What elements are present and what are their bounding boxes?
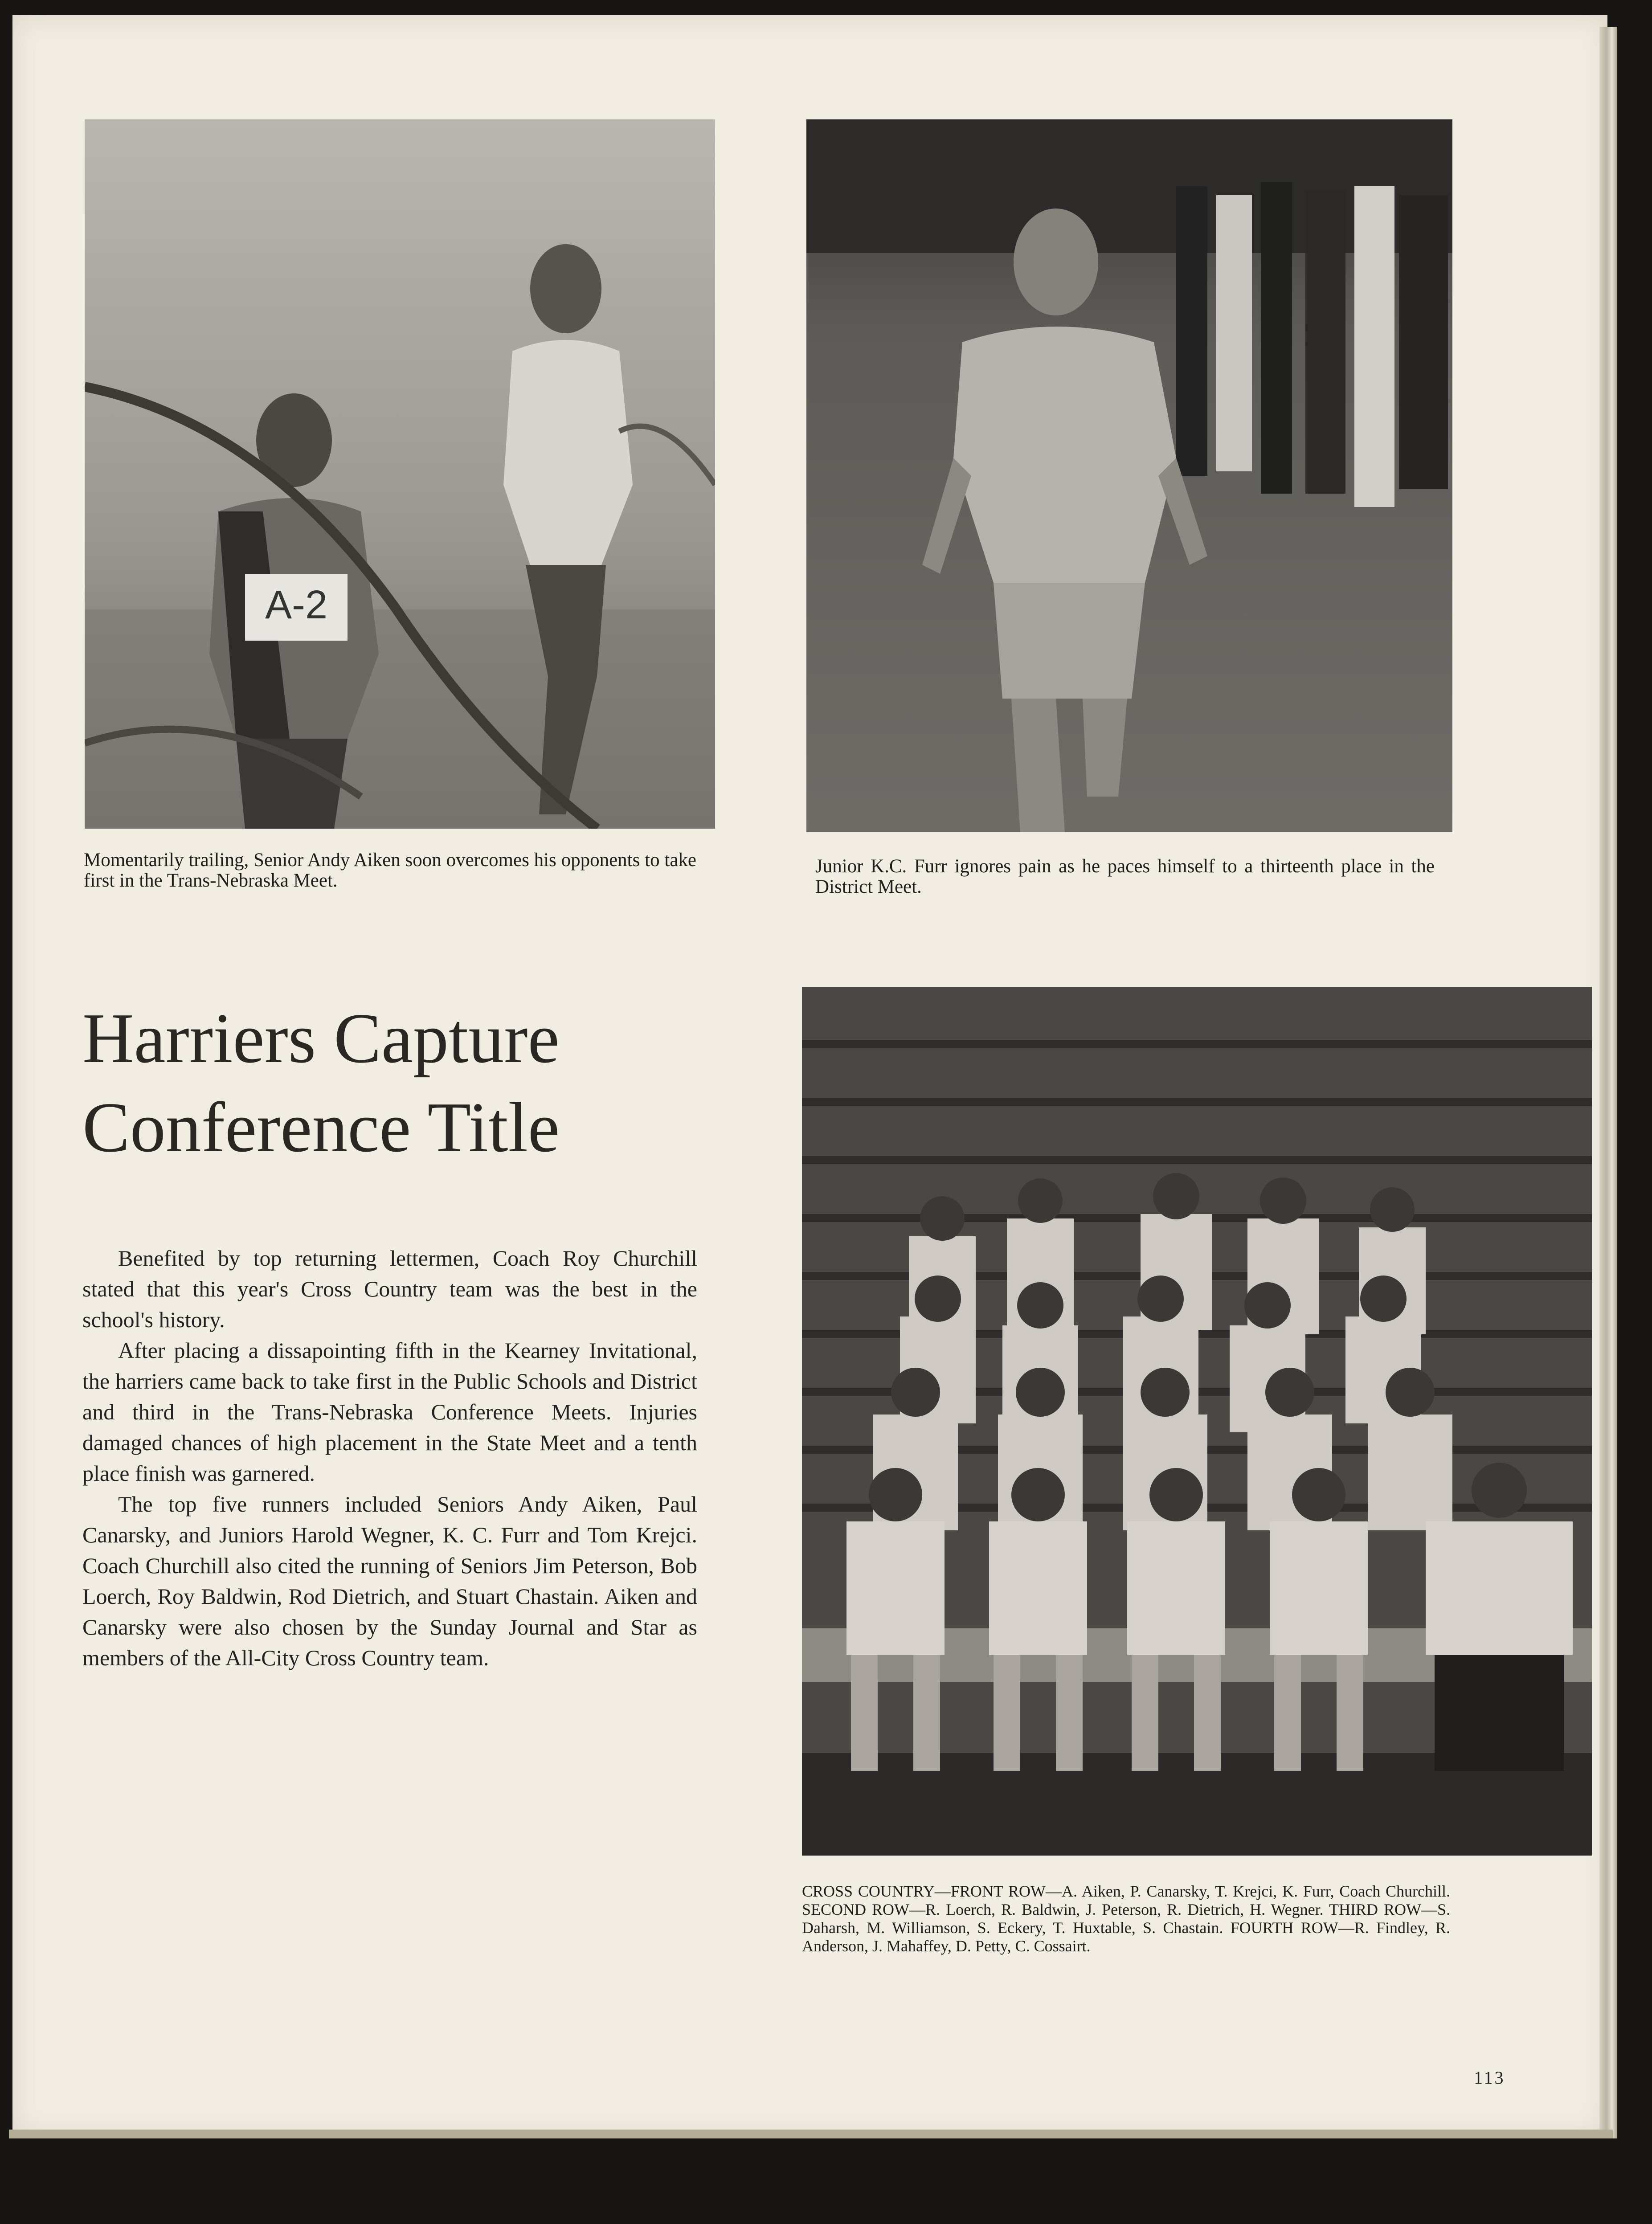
article-paragraph: After placing a dissapointing fifth in the Kearney Invitational, the harriers came back to take first in the Public Schools and District and third in the Trans-Nebraska Conference Meets. Injuries damaged chances of high placement in the State Meet and a tenth place finish was garnered. xyxy=(82,1338,697,1486)
article-body xyxy=(82,1243,697,1673)
headline-line-2: Conference Title xyxy=(82,1087,560,1167)
caption-kc-furr: Junior K.C. Furr ignores pain as he paces himself to a thirteenth place in the District Meet. xyxy=(815,856,1435,897)
article-paragraph: Benefited by top returning lettermen, Coach Roy Churchill stated that this year's Cross Country team was the best in the school's history. xyxy=(82,1246,697,1332)
photo-cross-country-team xyxy=(802,987,1592,1856)
article-headline xyxy=(82,993,706,1172)
photo-andy-aiken xyxy=(85,119,715,829)
bib-number: A-2 xyxy=(265,583,328,627)
page-number: 113 xyxy=(1474,2068,1505,2088)
caption-andy-aiken: Momentarily trailing, Senior Andy Aiken soon overcomes his opponents to take first in the Trans-Nebraska Meet. xyxy=(84,850,696,891)
page-edge xyxy=(1599,27,1617,2138)
article-paragraph: The top five runners included Seniors Andy Aiken, Paul Canarsky, and Juniors Harold Wegner, K. C. Furr and Tom Krejci. Coach Churchill also cited the running of Seniors Jim Peterson, Bob Loerch, Roy Baldwin, Rod Dietrich, and Stuart Chastain. Aiken and Canarsky were also chosen by the Sunday Journal and Star as members of the All-City Cross Country team. xyxy=(82,1492,697,1670)
photo-kc-furr xyxy=(806,119,1452,832)
caption-team-roster: CROSS COUNTRY—FRONT ROW—A. Aiken, P. Canarsky, T. Krejci, K. Furr, Coach Churchill. SECOND ROW—R. Loerch, R. Baldwin, J. Peterson, R. Dietrich, H. Wegner. THIRD ROW—S. Daharsh, M. Williamson, S. Eckery, T. Huxtable, S. Chastain. FOURTH ROW—R. Findley, R. Anderson, J. Mahaffey, D. Petty, C. Cossairt. xyxy=(802,1882,1450,1955)
page-bottom-edge xyxy=(9,2130,1613,2138)
headline-line-1: Harriers Capture xyxy=(82,998,560,1078)
